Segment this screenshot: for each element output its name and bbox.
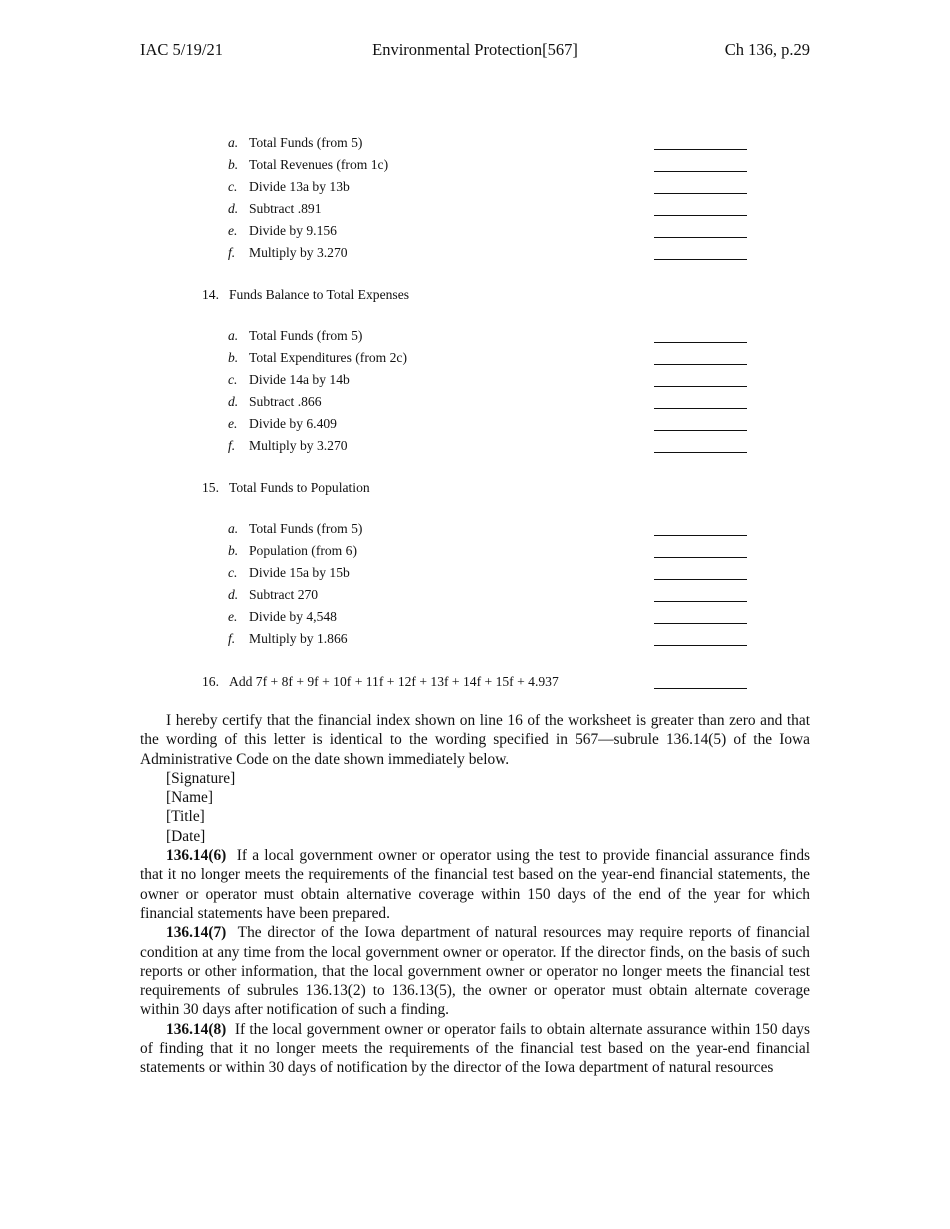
worksheet-row [0,245,950,265]
worksheet-row [0,372,950,392]
worksheet-row [0,179,950,199]
worksheet-row [0,157,950,177]
row-label: Total Expenditures (from 2c) [249,350,407,365]
worksheet-row [0,521,950,541]
row-letter: d. [228,587,239,602]
row-letter: d. [228,201,239,216]
worksheet-row [0,394,950,414]
row-label: Divide 15a by 15b [249,565,350,580]
item-title: Add 7f + 8f + 9f + 10f + 11f + 12f + 13f + 14f + 15f + 4.937 [229,674,559,689]
row-letter: f. [228,438,236,453]
row-letter: b. [228,543,239,558]
worksheet-row [0,609,950,629]
row-letter: e. [228,416,238,431]
row-letter: f. [228,631,236,646]
row-label: Total Funds (from 5) [249,521,363,536]
worksheet-row [0,201,950,221]
worksheet-row [0,350,950,370]
answer-blank [654,430,747,431]
worksheet-row [0,328,950,348]
item-number: 14. [202,287,219,302]
answer-blank [654,535,747,536]
row-label: Divide by 9.156 [249,223,337,238]
rule-number: 136.14(6) [166,847,227,865]
rule-number: 136.14(8) [166,1020,227,1038]
row-label: Multiply by 1.866 [249,631,348,646]
worksheet-row [0,587,950,607]
row-label: Subtract .891 [249,201,322,216]
answer-blank [654,452,747,453]
row-label: Divide 14a by 14b [249,372,350,387]
rule-text: If the local government owner or operator fails to obtain alternate assurance within 150 days of finding that it no longer meets the requirements of the financial test based on the year-end financial statements or within 30 days of notification by the director of the Iowa department of natural resources [140,1020,810,1077]
answer-blank [654,237,747,238]
row-label: Total Revenues (from 1c) [249,157,389,172]
rule-136-14-7 [140,923,810,1019]
answer-blank [654,601,747,602]
worksheet-row [0,416,950,436]
answer-blank [654,364,747,365]
rule-text: The director of the Iowa department of natural resources may require reports of financial condition at any time from the local government owner or operator. If the director finds, on the basis of such reports or other information, that the local government owner or operator no longer meets the financial test requirements of subrules 136.13(2) to 136.13(5), the owner or operator must obtain alternate coverage within 30 days after notification of such a finding. [140,924,810,1019]
row-letter: c. [228,179,238,194]
item-title: Total Funds to Population [229,480,370,495]
answer-blank [654,215,747,216]
rule-136-14-6 [140,846,810,923]
answer-blank [654,623,747,624]
worksheet-row [0,565,950,585]
row-label: Divide by 4,548 [249,609,337,624]
row-label: Total Funds (from 5) [249,135,363,150]
certification-paragraph: I hereby certify that the financial index shown on line 16 of the worksheet is greater than zero and that the wording of this letter is identical to the wording specified in 567—subrule 136.14(5) of the Iowa Administrative Code on the date shown immediately below. [140,712,810,768]
answer-blank [654,645,747,646]
answer-blank [654,149,747,150]
header-left: IAC 5/19/21 [140,40,223,59]
row-letter: e. [228,223,238,238]
row-letter: c. [228,372,238,387]
rule-136-14-8 [140,1020,810,1078]
title-line: [Title] [166,808,205,826]
answer-blank [654,688,747,689]
worksheet-row [0,135,950,155]
row-letter: a. [228,328,239,343]
row-letter: f. [228,245,236,260]
row-letter: a. [228,521,239,536]
body-text [140,711,810,1078]
row-letter: b. [228,350,239,365]
name-line: [Name] [166,789,213,807]
answer-blank [654,342,747,343]
row-label: Multiply by 3.270 [249,438,348,453]
rule-number: 136.14(7) [166,924,227,942]
header-page-ref: Ch 136, p.29 [724,40,810,59]
answer-blank [654,193,747,194]
answer-blank [654,579,747,580]
row-letter: e. [228,609,238,624]
item-number: 16. [202,674,219,689]
row-label: Subtract 270 [249,587,319,602]
worksheet-row [0,438,950,458]
answer-blank [654,408,747,409]
worksheet-row [0,223,950,243]
header-title: Environmental Protection[567] [372,40,578,59]
row-label: Divide 13a by 13b [249,179,350,194]
row-label: Divide by 6.409 [249,416,337,431]
row-letter: b. [228,157,239,172]
item-title: Funds Balance to Total Expenses [229,287,410,302]
row-label: Multiply by 3.270 [249,245,348,260]
rule-text: If a local government owner or operator using the test to provide financial assurance finds that it no longer meets the requirements of the financial test based on the year-end financial statements, the owner or operator must obtain alternative coverage within 150 days of the end of the year for which financial statements have been prepared. [140,847,810,922]
item-number: 15. [202,480,219,495]
worksheet-row [0,543,950,563]
answer-blank [654,259,747,260]
worksheet-row [0,631,950,651]
answer-blank [654,386,747,387]
signature-line: [Signature] [166,769,236,787]
date-line: [Date] [166,827,206,845]
row-letter: c. [228,565,238,580]
row-label: Population (from 6) [249,543,357,558]
answer-blank [654,557,747,558]
row-label: Subtract .866 [249,394,322,409]
answer-blank [654,171,747,172]
row-letter: d. [228,394,239,409]
row-letter: a. [228,135,239,150]
row-label: Total Funds (from 5) [249,328,363,343]
